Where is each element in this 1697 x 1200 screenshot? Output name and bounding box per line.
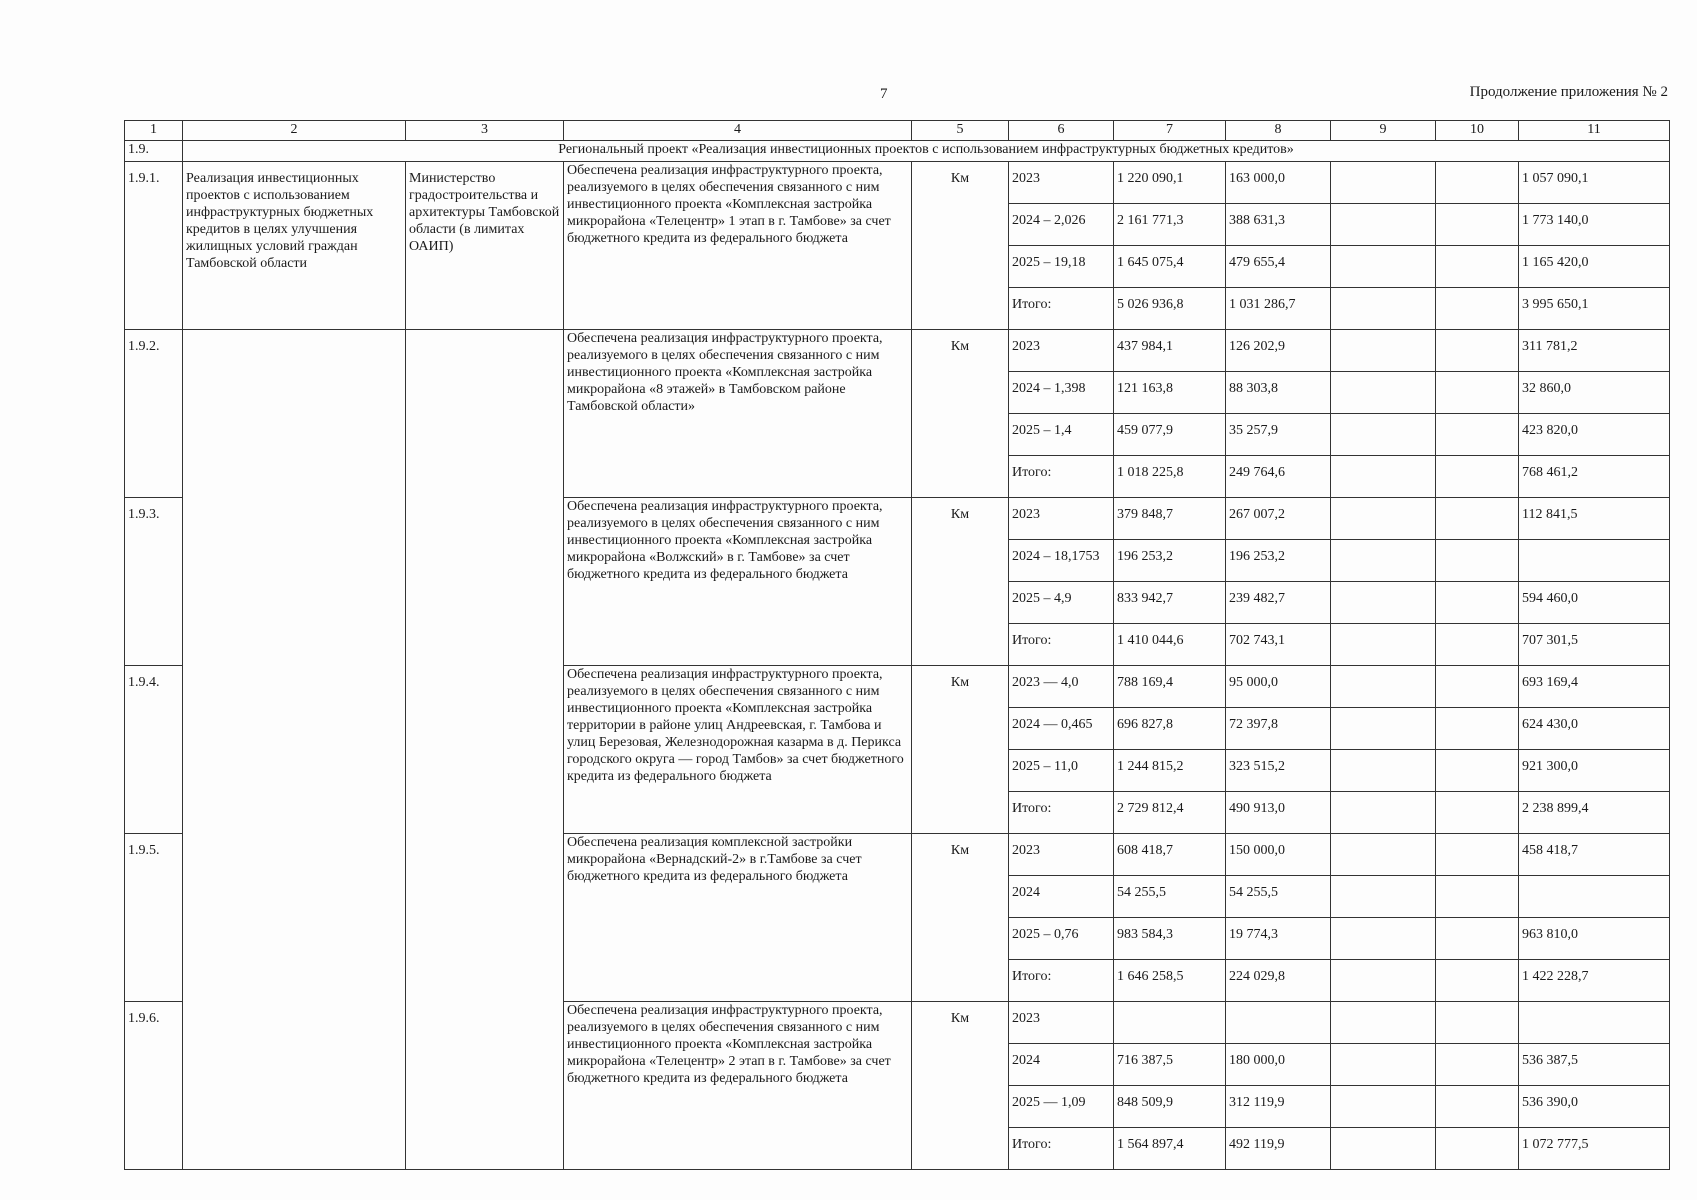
value-col8: 312 119,9 (1226, 1086, 1331, 1128)
result-description: Обеспечена реализация инфраструктурного проекта, реализуемого в целях обеспечения связанного с ним инвестиционного проекта «Комплексная застройка микрорайона «Телецентр» 2 этап в г. Тамбове» за счет бюджетного кредита из федерального бюджета (564, 1002, 912, 1170)
value-col7: 608 418,7 (1114, 834, 1226, 876)
value-col7: 788 169,4 (1114, 666, 1226, 708)
page-number: 7 (880, 86, 888, 102)
value-col11: 1 057 090,1 (1519, 162, 1670, 204)
value-col10 (1436, 1128, 1519, 1170)
value-col9 (1331, 330, 1436, 372)
value-col8: 702 743,1 (1226, 624, 1331, 666)
value-col7: 437 984,1 (1114, 330, 1226, 372)
value-col11: 2 238 899,4 (1519, 792, 1670, 834)
item-code: 1.9.1. (125, 162, 183, 330)
period-cell: 2024 — 0,465 (1009, 708, 1114, 750)
value-col9 (1331, 1086, 1436, 1128)
value-col9 (1331, 162, 1436, 204)
value-col7: 1 220 090,1 (1114, 162, 1226, 204)
value-col11: 693 169,4 (1519, 666, 1670, 708)
value-col8: 479 655,4 (1226, 246, 1331, 288)
value-col7: 121 163,8 (1114, 372, 1226, 414)
value-col8 (1226, 1002, 1331, 1044)
period-cell: 2023 — 4,0 (1009, 666, 1114, 708)
activity-executor-cont (406, 330, 564, 1170)
value-col7: 459 077,9 (1114, 414, 1226, 456)
value-col11: 594 460,0 (1519, 582, 1670, 624)
value-col7: 2 729 812,4 (1114, 792, 1226, 834)
period-cell: 2023 (1009, 1002, 1114, 1044)
value-col8: 1 031 286,7 (1226, 288, 1331, 330)
period-cell: Итого: (1009, 960, 1114, 1002)
value-col8: 224 029,8 (1226, 960, 1331, 1002)
value-col10 (1436, 960, 1519, 1002)
period-cell: 2024 – 2,026 (1009, 204, 1114, 246)
value-col10 (1436, 456, 1519, 498)
period-cell: 2025 – 4,9 (1009, 582, 1114, 624)
value-col10 (1436, 792, 1519, 834)
unit: Км (912, 1002, 1009, 1170)
column-header: 4 (564, 121, 912, 141)
column-header: 11 (1519, 121, 1670, 141)
value-col9 (1331, 498, 1436, 540)
value-col9 (1331, 876, 1436, 918)
value-col11: 1 072 777,5 (1519, 1128, 1670, 1170)
value-col8: 388 631,3 (1226, 204, 1331, 246)
column-header: 3 (406, 121, 564, 141)
unit: Км (912, 498, 1009, 666)
value-col7: 5 026 936,8 (1114, 288, 1226, 330)
value-col9 (1331, 1128, 1436, 1170)
unit: Км (912, 330, 1009, 498)
value-col9 (1331, 204, 1436, 246)
value-col7: 1 244 815,2 (1114, 750, 1226, 792)
period-cell: 2024 (1009, 876, 1114, 918)
value-col11: 536 390,0 (1519, 1086, 1670, 1128)
value-col10 (1436, 330, 1519, 372)
period-cell: Итого: (1009, 288, 1114, 330)
value-col7: 983 584,3 (1114, 918, 1226, 960)
value-col9 (1331, 918, 1436, 960)
value-col10 (1436, 1086, 1519, 1128)
unit: Км (912, 834, 1009, 1002)
section-code: 1.9. (125, 141, 183, 162)
value-col7: 1 410 044,6 (1114, 624, 1226, 666)
value-col8: 267 007,2 (1226, 498, 1331, 540)
value-col9 (1331, 624, 1436, 666)
value-col11: 921 300,0 (1519, 750, 1670, 792)
value-col8: 88 303,8 (1226, 372, 1331, 414)
value-col7: 716 387,5 (1114, 1044, 1226, 1086)
value-col10 (1436, 246, 1519, 288)
value-col7: 1 564 897,4 (1114, 1128, 1226, 1170)
value-col8: 323 515,2 (1226, 750, 1331, 792)
period-cell: 2025 – 19,18 (1009, 246, 1114, 288)
column-header: 6 (1009, 121, 1114, 141)
result-description: Обеспечена реализация инфраструктурного проекта, реализуемого в целях обеспечения связанного с ним инвестиционного проекта «Комплексная застройка микрорайона «Волжский» в г. Тамбове» за счет бюджетного кредита из федерального бюджета (564, 498, 912, 666)
result-description: Обеспечена реализация инфраструктурного проекта, реализуемого в целях обеспечения связанного с ним инвестиционного проекта «Комплексная застройка микрорайона «Телецентр» 1 этап в г. Тамбове» за счет бюджетного кредита из федерального бюджета (564, 162, 912, 330)
value-col8: 196 253,2 (1226, 540, 1331, 582)
value-col9 (1331, 246, 1436, 288)
value-col11: 423 820,0 (1519, 414, 1670, 456)
value-col11 (1519, 540, 1670, 582)
period-cell: Итого: (1009, 624, 1114, 666)
value-col9 (1331, 834, 1436, 876)
value-col10 (1436, 582, 1519, 624)
item-code: 1.9.5. (125, 834, 183, 1002)
value-col7: 1 646 258,5 (1114, 960, 1226, 1002)
section-title: Региональный проект «Реализация инвестиционных проектов с использованием инфраструктурных бюджетных кредитов» (183, 141, 1670, 162)
period-cell: 2024 – 18,1753 (1009, 540, 1114, 582)
value-col11: 768 461,2 (1519, 456, 1670, 498)
item-code: 1.9.4. (125, 666, 183, 834)
period-cell: 2025 – 1,4 (1009, 414, 1114, 456)
column-header: 10 (1436, 121, 1519, 141)
value-col9 (1331, 792, 1436, 834)
value-col11: 1 773 140,0 (1519, 204, 1670, 246)
value-col9 (1331, 582, 1436, 624)
period-cell: Итого: (1009, 1128, 1114, 1170)
value-col10 (1436, 540, 1519, 582)
value-col10 (1436, 162, 1519, 204)
value-col8: 180 000,0 (1226, 1044, 1331, 1086)
value-col11: 1 422 228,7 (1519, 960, 1670, 1002)
value-col7: 2 161 771,3 (1114, 204, 1226, 246)
period-cell: 2023 (1009, 834, 1114, 876)
value-col10 (1436, 666, 1519, 708)
value-col10 (1436, 1044, 1519, 1086)
continuation-label: Продолжение приложения № 2 (1469, 84, 1668, 100)
value-col11: 963 810,0 (1519, 918, 1670, 960)
value-col7: 196 253,2 (1114, 540, 1226, 582)
value-col11: 536 387,5 (1519, 1044, 1670, 1086)
value-col8: 490 913,0 (1226, 792, 1331, 834)
value-col7 (1114, 1002, 1226, 1044)
value-col8: 19 774,3 (1226, 918, 1331, 960)
value-col9 (1331, 288, 1436, 330)
period-cell: Итого: (1009, 792, 1114, 834)
value-col8: 239 482,7 (1226, 582, 1331, 624)
value-col10 (1436, 624, 1519, 666)
table-row (125, 330, 1670, 372)
value-col8: 72 397,8 (1226, 708, 1331, 750)
table-body (125, 121, 1670, 1170)
column-header: 8 (1226, 121, 1331, 141)
value-col8: 95 000,0 (1226, 666, 1331, 708)
period-cell: 2023 (1009, 162, 1114, 204)
value-col7: 833 942,7 (1114, 582, 1226, 624)
value-col8: 492 119,9 (1226, 1128, 1331, 1170)
value-col11: 112 841,5 (1519, 498, 1670, 540)
value-col10 (1436, 414, 1519, 456)
value-col10 (1436, 750, 1519, 792)
activity-name-cont (183, 330, 406, 1170)
value-col9 (1331, 960, 1436, 1002)
value-col10 (1436, 876, 1519, 918)
value-col9 (1331, 708, 1436, 750)
value-col11: 32 860,0 (1519, 372, 1670, 414)
unit: Км (912, 666, 1009, 834)
activity-name: Реализация инвестиционных проектов с использованием инфраструктурных бюджетных кредитов в целях улучшения жилищных условий граждан Тамбовской области (183, 162, 406, 330)
table-row (125, 162, 1670, 204)
value-col11 (1519, 876, 1670, 918)
value-col11: 458 418,7 (1519, 834, 1670, 876)
period-cell: 2023 (1009, 498, 1114, 540)
period-cell: 2025 – 0,76 (1009, 918, 1114, 960)
value-col10 (1436, 708, 1519, 750)
value-col9 (1331, 1002, 1436, 1044)
period-cell: Итого: (1009, 456, 1114, 498)
item-code: 1.9.3. (125, 498, 183, 666)
value-col7: 54 255,5 (1114, 876, 1226, 918)
period-cell: 2025 — 1,09 (1009, 1086, 1114, 1128)
value-col7: 696 827,8 (1114, 708, 1226, 750)
value-col9 (1331, 666, 1436, 708)
value-col9 (1331, 372, 1436, 414)
column-header: 5 (912, 121, 1009, 141)
value-col11: 311 781,2 (1519, 330, 1670, 372)
budget-table (124, 120, 1670, 1170)
result-description: Обеспечена реализация комплексной застройки микрорайона «Вернадский-2» в г.Тамбове за счет бюджетного кредита из федерального бюджета (564, 834, 912, 1002)
value-col11: 624 430,0 (1519, 708, 1670, 750)
value-col7: 1 645 075,4 (1114, 246, 1226, 288)
column-header: 1 (125, 121, 183, 141)
period-cell: 2023 (1009, 330, 1114, 372)
value-col10 (1436, 918, 1519, 960)
value-col9 (1331, 414, 1436, 456)
section-row (125, 141, 1670, 162)
value-col7: 848 509,9 (1114, 1086, 1226, 1128)
value-col10 (1436, 1002, 1519, 1044)
value-col7: 1 018 225,8 (1114, 456, 1226, 498)
value-col9 (1331, 1044, 1436, 1086)
column-header: 7 (1114, 121, 1226, 141)
value-col8: 150 000,0 (1226, 834, 1331, 876)
item-code: 1.9.2. (125, 330, 183, 498)
value-col9 (1331, 456, 1436, 498)
item-code: 1.9.6. (125, 1002, 183, 1170)
period-cell: 2024 – 1,398 (1009, 372, 1114, 414)
value-col11: 707 301,5 (1519, 624, 1670, 666)
value-col11: 1 165 420,0 (1519, 246, 1670, 288)
value-col9 (1331, 540, 1436, 582)
value-col10 (1436, 204, 1519, 246)
result-description: Обеспечена реализация инфраструктурного проекта, реализуемого в целях обеспечения связанного с ним инвестиционного проекта «Комплексная застройка микрорайона «8 этажей» в Тамбовском районе Тамбовской области» (564, 330, 912, 498)
activity-executor: Министерство градостроительства и архитектуры Тамбовской области (в лимитах ОАИП) (406, 162, 564, 330)
value-col10 (1436, 288, 1519, 330)
value-col10 (1436, 498, 1519, 540)
value-col8: 35 257,9 (1226, 414, 1331, 456)
unit: Км (912, 162, 1009, 330)
value-col9 (1331, 750, 1436, 792)
period-cell: 2024 (1009, 1044, 1114, 1086)
value-col8: 249 764,6 (1226, 456, 1331, 498)
value-col8: 54 255,5 (1226, 876, 1331, 918)
value-col11: 3 995 650,1 (1519, 288, 1670, 330)
value-col8: 163 000,0 (1226, 162, 1331, 204)
column-header: 9 (1331, 121, 1436, 141)
value-col7: 379 848,7 (1114, 498, 1226, 540)
result-description: Обеспечена реализация инфраструктурного проекта, реализуемого в целях обеспечения связанного с ним инвестиционного проекта «Комплексная застройка территории в районе улиц Андреевская, г. Тамбова и улиц Березовая, Железнодорожная казарма в д. Перикса городского округа — город Тамбов» за счет бюджетного кредита из федерального бюджета (564, 666, 912, 834)
value-col10 (1436, 372, 1519, 414)
column-header-row (125, 121, 1670, 141)
value-col10 (1436, 834, 1519, 876)
period-cell: 2025 – 11,0 (1009, 750, 1114, 792)
column-header: 2 (183, 121, 406, 141)
value-col8: 126 202,9 (1226, 330, 1331, 372)
value-col11 (1519, 1002, 1670, 1044)
